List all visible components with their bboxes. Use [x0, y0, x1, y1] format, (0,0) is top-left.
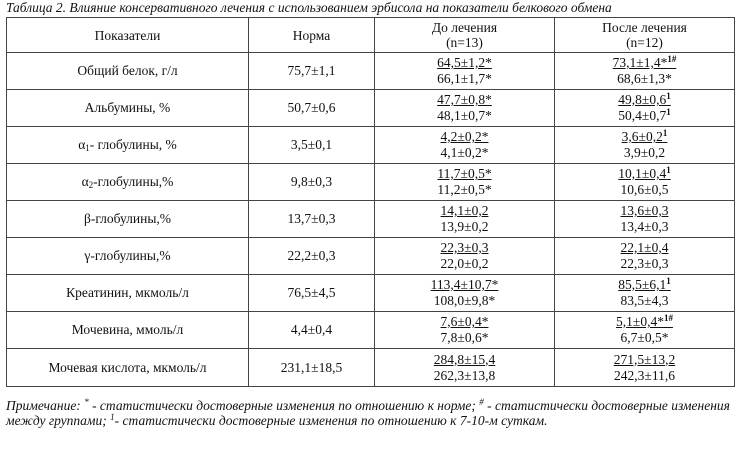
after-top-value — [618, 92, 670, 108]
before-top-value — [431, 277, 499, 293]
after-bottom-text: 68,6±1,3* — [617, 71, 672, 86]
header-before-n: (n=13) — [446, 35, 483, 50]
before-cell — [375, 275, 555, 312]
before-top-text: 47,7±0,8* — [437, 92, 492, 107]
after-top-value — [621, 203, 669, 219]
after-top-value — [614, 352, 675, 368]
after-top-text: 10,1±0,4 — [618, 166, 667, 181]
before-bottom-value — [437, 71, 492, 87]
table-row — [7, 127, 735, 164]
norm-cell: 13,7±0,3 — [249, 201, 375, 238]
indicator-name-prefix: α — [81, 174, 89, 189]
before-bottom-text: 48,1±0,7* — [437, 108, 492, 123]
after-top-value — [613, 55, 677, 71]
before-bottom-text: 262,3±13,8 — [433, 367, 496, 383]
table-row — [7, 201, 735, 238]
before-top-text: 7,6±0,4* — [440, 314, 489, 329]
after-top-text: 5,1±0,4* — [616, 314, 664, 329]
before-cell — [375, 164, 555, 201]
header-before-label: До лечения — [431, 20, 498, 35]
before-values — [441, 203, 489, 235]
before-cell — [375, 90, 555, 127]
header-norm: Норма — [249, 18, 375, 53]
indicator-name: β-глобулины,% — [83, 211, 172, 226]
note-one-text: - статистически достоверные изменения по отношению к 7-10-м суткам. — [114, 413, 548, 428]
after-top-text: 73,1±1,4* — [612, 55, 668, 70]
indicator-cell — [7, 349, 249, 387]
table-row — [7, 238, 735, 275]
after-bottom-value — [618, 108, 670, 124]
before-top-value — [437, 92, 492, 108]
after-values — [616, 314, 673, 346]
after-bottom-value — [613, 71, 677, 87]
note-one: 1 — [110, 412, 115, 422]
before-bottom-value — [441, 145, 489, 161]
note-hash-text: - статистически достоверные изменения между группами; — [6, 398, 730, 428]
indicator-name-prefix: α — [78, 137, 86, 152]
after-top-value — [616, 314, 673, 330]
after-bottom-text: 242,3±11,6 — [614, 367, 675, 383]
note-hash: # — [479, 397, 484, 407]
after-bottom-value — [614, 368, 675, 384]
after-top-value — [622, 129, 668, 145]
norm-cell: 4,4±0,4 — [249, 312, 375, 349]
after-bottom-text: 22,3±0,3 — [620, 256, 669, 271]
before-top-value — [441, 203, 489, 219]
before-values — [437, 92, 492, 124]
before-values — [441, 314, 489, 346]
after-values — [621, 240, 669, 272]
before-bottom-value — [441, 219, 489, 235]
after-cell — [555, 275, 735, 312]
before-values — [441, 129, 489, 161]
indicator-name: Альбумины, % — [84, 100, 171, 115]
after-cell — [555, 349, 735, 387]
after-bottom-text: 50,4±0,7 — [618, 108, 667, 123]
after-values — [618, 277, 670, 309]
after-top-mark: 1 — [662, 128, 668, 138]
header-indicator: Показатели — [7, 18, 249, 53]
before-values — [434, 352, 495, 384]
indicator-name: Мочевина, ммоль/л — [71, 322, 184, 337]
norm-cell: 9,8±0,3 — [249, 164, 375, 201]
after-top-value — [621, 240, 669, 256]
indicator-name: Общий белок, г/л — [77, 63, 178, 78]
after-bottom-value — [618, 293, 670, 309]
after-cell — [555, 238, 735, 275]
norm-cell: 3,5±0,1 — [249, 127, 375, 164]
after-bottom-value — [622, 145, 668, 161]
before-values — [437, 55, 492, 87]
before-top-value — [441, 314, 489, 330]
after-bottom-value — [618, 182, 670, 198]
before-bottom-text: 13,9±0,2 — [440, 219, 489, 234]
before-top-value — [437, 55, 492, 71]
before-bottom-value — [441, 330, 489, 346]
header-row — [7, 18, 735, 53]
indicator-name: Мочевая кислота, мкмоль/л — [48, 359, 207, 375]
after-top-value — [618, 277, 670, 293]
note-label: Примечание: — [6, 398, 81, 413]
indicator-name-suffix: - глобулины, % — [89, 137, 177, 152]
before-top-text: 113,4±10,7* — [430, 277, 499, 292]
before-bottom-value — [441, 256, 489, 272]
after-top-text: 271,5±13,2 — [613, 351, 676, 367]
after-bottom-value — [616, 330, 673, 346]
after-top-text: 22,1±0,4 — [620, 240, 669, 255]
header-before — [375, 18, 555, 53]
before-cell — [375, 312, 555, 349]
after-values — [614, 352, 675, 384]
before-bottom-value — [434, 368, 495, 384]
table-row — [7, 312, 735, 349]
protein-metabolism-table — [6, 17, 735, 387]
table-row — [7, 53, 735, 90]
after-top-text: 3,6±0,2 — [621, 129, 663, 144]
after-top-mark: 1 — [666, 276, 671, 286]
after-top-mark: 1# — [667, 54, 677, 64]
indicator-name: γ-глобулины,% — [84, 248, 171, 263]
before-bottom-value — [437, 182, 491, 198]
norm-cell: 50,7±0,6 — [249, 90, 375, 127]
indicator-cell — [7, 312, 249, 349]
after-top-mark: 1 — [666, 91, 671, 101]
before-top-text: 4,2±0,2* — [440, 129, 489, 144]
indicator-name-subscript: 2 — [88, 180, 94, 190]
before-top-value — [437, 166, 491, 182]
before-top-text: 14,1±0,2 — [440, 203, 489, 218]
note-star: * — [84, 397, 89, 407]
table-row — [7, 349, 735, 387]
before-bottom-value — [437, 108, 492, 124]
after-bottom-text: 6,7±0,5* — [620, 330, 669, 345]
indicator-cell — [7, 164, 249, 201]
before-cell — [375, 127, 555, 164]
indicator-name: Креатинин, мкмоль/л — [66, 285, 189, 300]
after-cell — [555, 312, 735, 349]
before-values — [441, 240, 489, 272]
indicator-cell — [7, 275, 249, 312]
after-bottom-value — [621, 256, 669, 272]
before-bottom-text: 66,1±1,7* — [437, 71, 492, 86]
before-cell — [375, 238, 555, 275]
before-bottom-text: 4,1±0,2* — [440, 145, 489, 160]
header-after-n: (n=12) — [626, 35, 663, 50]
note-star-text: - статистически достоверные изменения по отношению к норме; — [88, 398, 480, 413]
after-top-mark: 1# — [663, 313, 673, 323]
table-row — [7, 90, 735, 127]
after-cell — [555, 164, 735, 201]
before-values — [431, 277, 499, 309]
after-cell — [555, 53, 735, 90]
after-values — [621, 203, 669, 235]
before-top-text: 284,8±15,4 — [433, 351, 496, 367]
after-top-text: 49,8±0,6 — [618, 92, 667, 107]
before-bottom-text: 11,2±0,5* — [437, 182, 492, 197]
indicator-name-suffix: -глобулины,% — [93, 174, 174, 189]
after-values — [618, 92, 670, 124]
table-caption: Таблица 2. Влияние консервативного лечения с использованием эрбисола на показатели белкового обмена — [6, 0, 612, 15]
before-bottom-text: 108,0±9,8* — [433, 293, 496, 308]
after-values — [613, 55, 677, 87]
after-top-mark: 1 — [666, 165, 671, 175]
indicator-cell — [7, 238, 249, 275]
before-top-value — [441, 240, 489, 256]
norm-cell: 231,1±18,5 — [249, 349, 375, 387]
before-top-text: 22,3±0,3 — [440, 240, 489, 255]
before-bottom-value — [431, 293, 499, 309]
after-cell — [555, 90, 735, 127]
before-values — [437, 166, 491, 198]
indicator-cell — [7, 127, 249, 164]
after-bottom-text: 10,6±0,5 — [620, 182, 669, 197]
header-after-label: После лечения — [602, 20, 687, 35]
indicator-cell — [7, 201, 249, 238]
after-top-value — [618, 166, 670, 182]
header-after — [555, 18, 735, 53]
before-cell — [375, 201, 555, 238]
after-values — [618, 166, 670, 198]
before-top-text: 11,7±0,5* — [437, 166, 492, 181]
after-bottom-text: 13,4±0,3 — [620, 219, 669, 234]
before-cell — [375, 349, 555, 387]
indicator-cell — [7, 53, 249, 90]
after-cell — [555, 127, 735, 164]
indicator-cell — [7, 90, 249, 127]
before-top-text: 64,5±1,2* — [437, 55, 492, 70]
after-bottom-text: 83,5±4,3 — [620, 293, 669, 308]
table-row — [7, 275, 735, 312]
norm-cell: 75,7±1,1 — [249, 53, 375, 90]
before-top-value — [441, 129, 489, 145]
table-row — [7, 164, 735, 201]
after-bottom-text: 3,9±0,2 — [623, 145, 666, 160]
before-bottom-text: 7,8±0,6* — [440, 330, 489, 345]
after-bottom-mark: 1 — [666, 107, 671, 117]
norm-cell: 22,2±0,3 — [249, 238, 375, 275]
before-top-value — [434, 352, 495, 368]
norm-cell: 76,5±4,5 — [249, 275, 375, 312]
after-top-text: 13,6±0,3 — [620, 203, 669, 218]
after-bottom-value — [621, 219, 669, 235]
indicator-name-subscript: 1 — [85, 143, 90, 153]
after-top-text: 85,5±6,1 — [618, 277, 667, 292]
after-cell — [555, 201, 735, 238]
footnote — [6, 398, 736, 428]
before-bottom-text: 22,0±0,2 — [440, 256, 489, 271]
after-values — [622, 129, 668, 161]
before-cell — [375, 53, 555, 90]
